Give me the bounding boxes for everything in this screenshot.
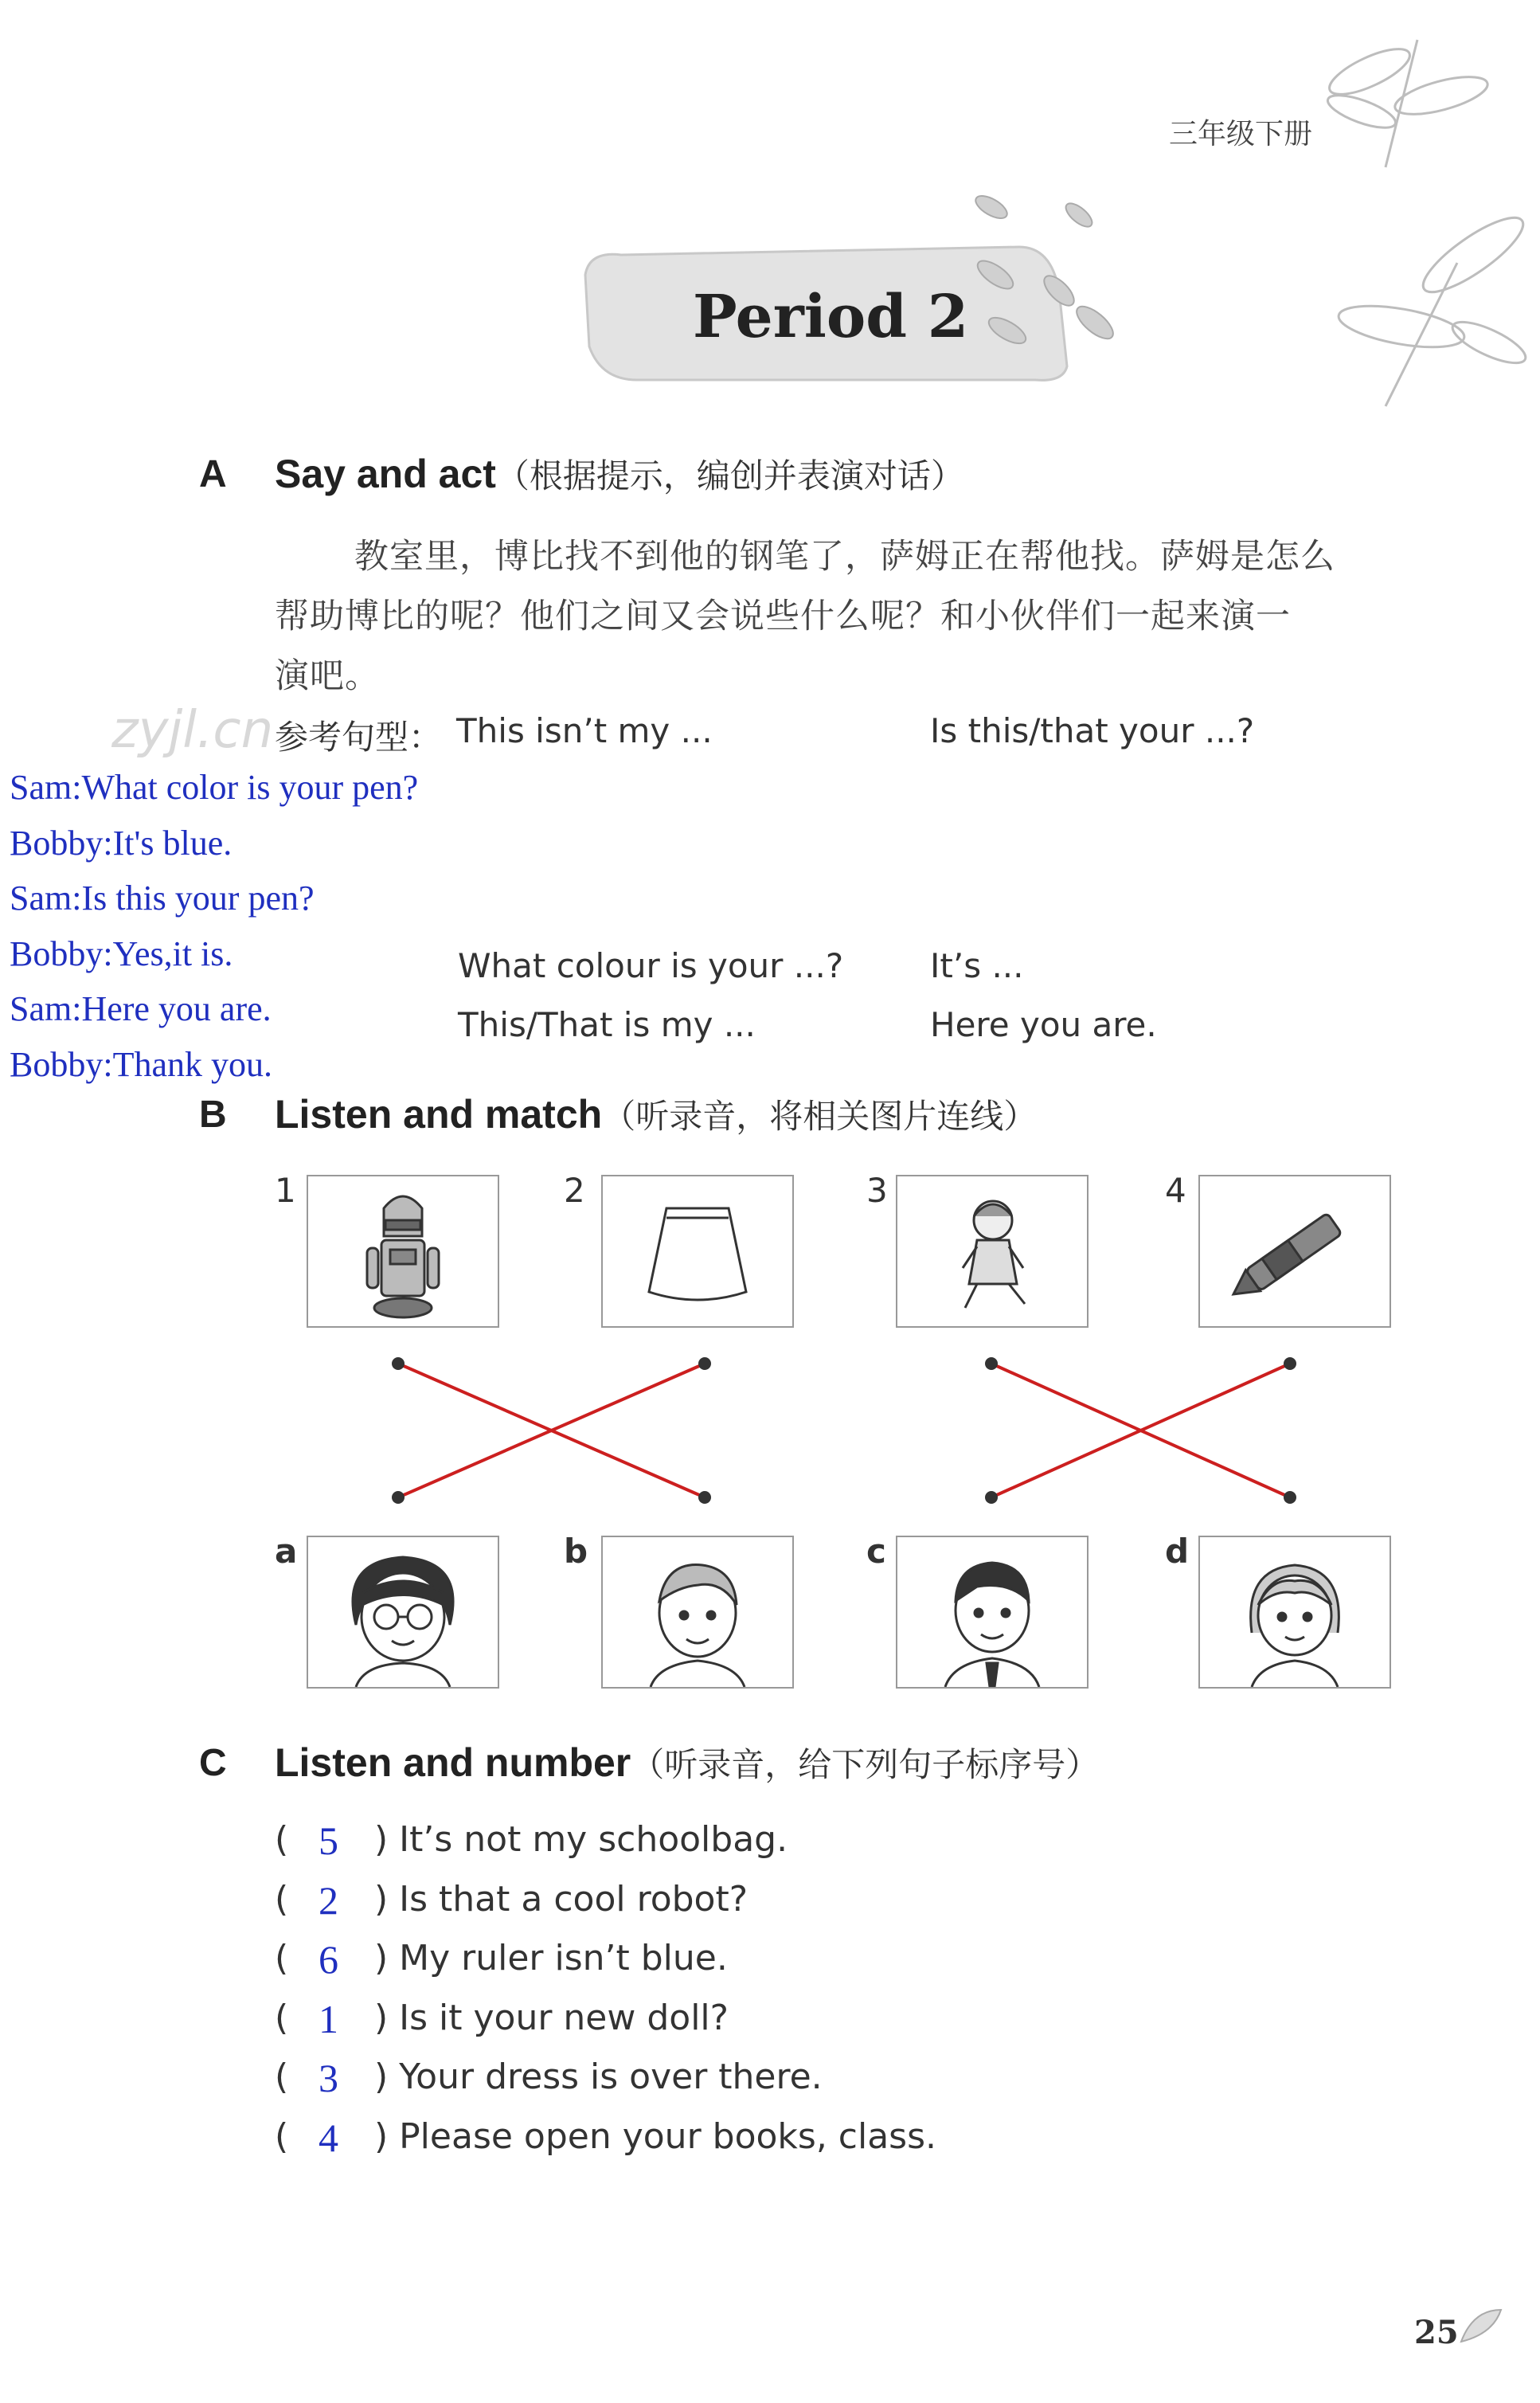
open-paren: (: [275, 1879, 289, 1920]
open-paren: (: [275, 1819, 289, 1860]
numbering-item: [275, 1816, 1071, 1867]
picture-c: [896, 1536, 1089, 1689]
picture-a: [307, 1536, 499, 1689]
dialogue-line-5: Sam:Here you are.: [10, 989, 272, 1028]
girl-icon: [1200, 1537, 1390, 1687]
picture-label-d: d: [1165, 1532, 1190, 1571]
top-match-dot[interactable]: [392, 1357, 405, 1370]
section-c-title: Listen and number: [275, 1740, 631, 1785]
section-c-heading: [275, 1739, 1099, 1787]
section-b-note: （听录音，将相关图片连线）: [602, 1097, 1038, 1136]
section-b-letter: B: [199, 1094, 227, 1136]
sentence-text: ) It’s not my schoolbag.: [374, 1819, 788, 1860]
numbering-item: [275, 1935, 1071, 1986]
answer-number[interactable]: 5: [319, 1818, 338, 1863]
dialogue-line-6: Bobby:Thank you.: [10, 1045, 272, 1084]
sentence-text: ) Is that a cool robot?: [374, 1879, 749, 1920]
numbering-item: [275, 1876, 1071, 1927]
picture-d: [1198, 1536, 1391, 1689]
numbering-item: [275, 1994, 1071, 2045]
top-match-dot[interactable]: [985, 1357, 998, 1370]
pattern-2: Is this/that your ...?: [930, 711, 1255, 750]
section-c-letter: C: [199, 1742, 227, 1784]
section-a-letter: A: [199, 453, 227, 495]
leaf-decoration-icon: [1457, 2306, 1505, 2346]
picture-b: [601, 1536, 794, 1689]
answer-number[interactable]: 3: [319, 2056, 338, 2100]
bottom-match-dot[interactable]: [985, 1491, 998, 1504]
dialogue-line-1: Sam:What color is your pen?: [10, 768, 419, 807]
top-match-dot[interactable]: [698, 1357, 711, 1370]
section-a-paragraph-line2: 帮助博比的呢？他们之间又会说些什么呢？和小伙伴们一起来演一: [275, 597, 1291, 636]
sentence-text: ) My ruler isn’t blue.: [374, 1938, 728, 1978]
picture-label-c: c: [866, 1532, 886, 1571]
picture-label-3: 3: [866, 1171, 888, 1210]
answer-number[interactable]: 4: [319, 2115, 338, 2160]
open-paren: (: [275, 2116, 289, 2157]
boy-icon: [603, 1537, 792, 1687]
section-b-title: Listen and match: [275, 1092, 603, 1137]
dialogue-line-2: Bobby:It's blue.: [10, 824, 233, 863]
answer-number[interactable]: 1: [319, 1997, 338, 2041]
girl-with-glasses-icon: [308, 1537, 498, 1687]
watermark: zyjl.cn: [111, 701, 274, 760]
section-a-paragraph-line3: 演吧。: [275, 656, 380, 696]
bottom-match-dot[interactable]: [1284, 1491, 1296, 1504]
answer-number[interactable]: 6: [319, 1937, 338, 1982]
pattern-4: It’s ...: [930, 946, 1024, 985]
bottom-match-dot[interactable]: [698, 1491, 711, 1504]
page-number: 25: [1414, 2314, 1459, 2351]
sentence-text: ) Please open your books, class.: [374, 2116, 936, 2157]
pattern-6: Here you are.: [930, 1005, 1157, 1044]
section-a-note: （根据提示，编创并表演对话）: [495, 456, 964, 495]
section-c-note: （听录音，给下列句子标序号）: [631, 1745, 1100, 1784]
grade-label: 三年级下册: [1169, 118, 1313, 151]
picture-label-1: 1: [275, 1171, 296, 1210]
section-a-title: Say and act: [275, 452, 496, 496]
open-paren: (: [275, 1938, 289, 1978]
period-title: Period 2: [693, 283, 969, 351]
boy-with-tie-icon: [897, 1537, 1087, 1687]
picture-label-2: 2: [564, 1171, 585, 1210]
numbering-item: [275, 2113, 1071, 2164]
pattern-1: This isn’t my ...: [456, 711, 713, 750]
open-paren: (: [275, 2057, 289, 2097]
sentence-text: ) Your dress is over there.: [374, 2057, 823, 2097]
dialogue-line-4: Bobby:Yes,it is.: [10, 934, 233, 973]
dialogue-line-3: Sam:Is this your pen?: [10, 879, 315, 918]
section-a-paragraph-line1: 教室里，博比找不到他的钢笔了，萨姆正在帮他找。萨姆是怎么: [354, 537, 1335, 577]
picture-label-a: a: [275, 1532, 298, 1571]
bottom-match-dot[interactable]: [392, 1491, 405, 1504]
sentence-text: ) Is it your new doll?: [374, 1998, 729, 2038]
answer-number[interactable]: 2: [319, 1878, 338, 1923]
top-match-dot[interactable]: [1284, 1357, 1296, 1370]
pattern-5: This/That is my ...: [458, 1005, 756, 1044]
picture-label-4: 4: [1165, 1171, 1186, 1210]
open-paren: (: [275, 1998, 289, 2038]
pattern-3: What colour is your ...?: [458, 946, 844, 985]
patterns-label: 参考句型：: [275, 718, 443, 757]
picture-label-b: b: [564, 1532, 588, 1571]
numbering-item: [275, 2053, 1071, 2104]
